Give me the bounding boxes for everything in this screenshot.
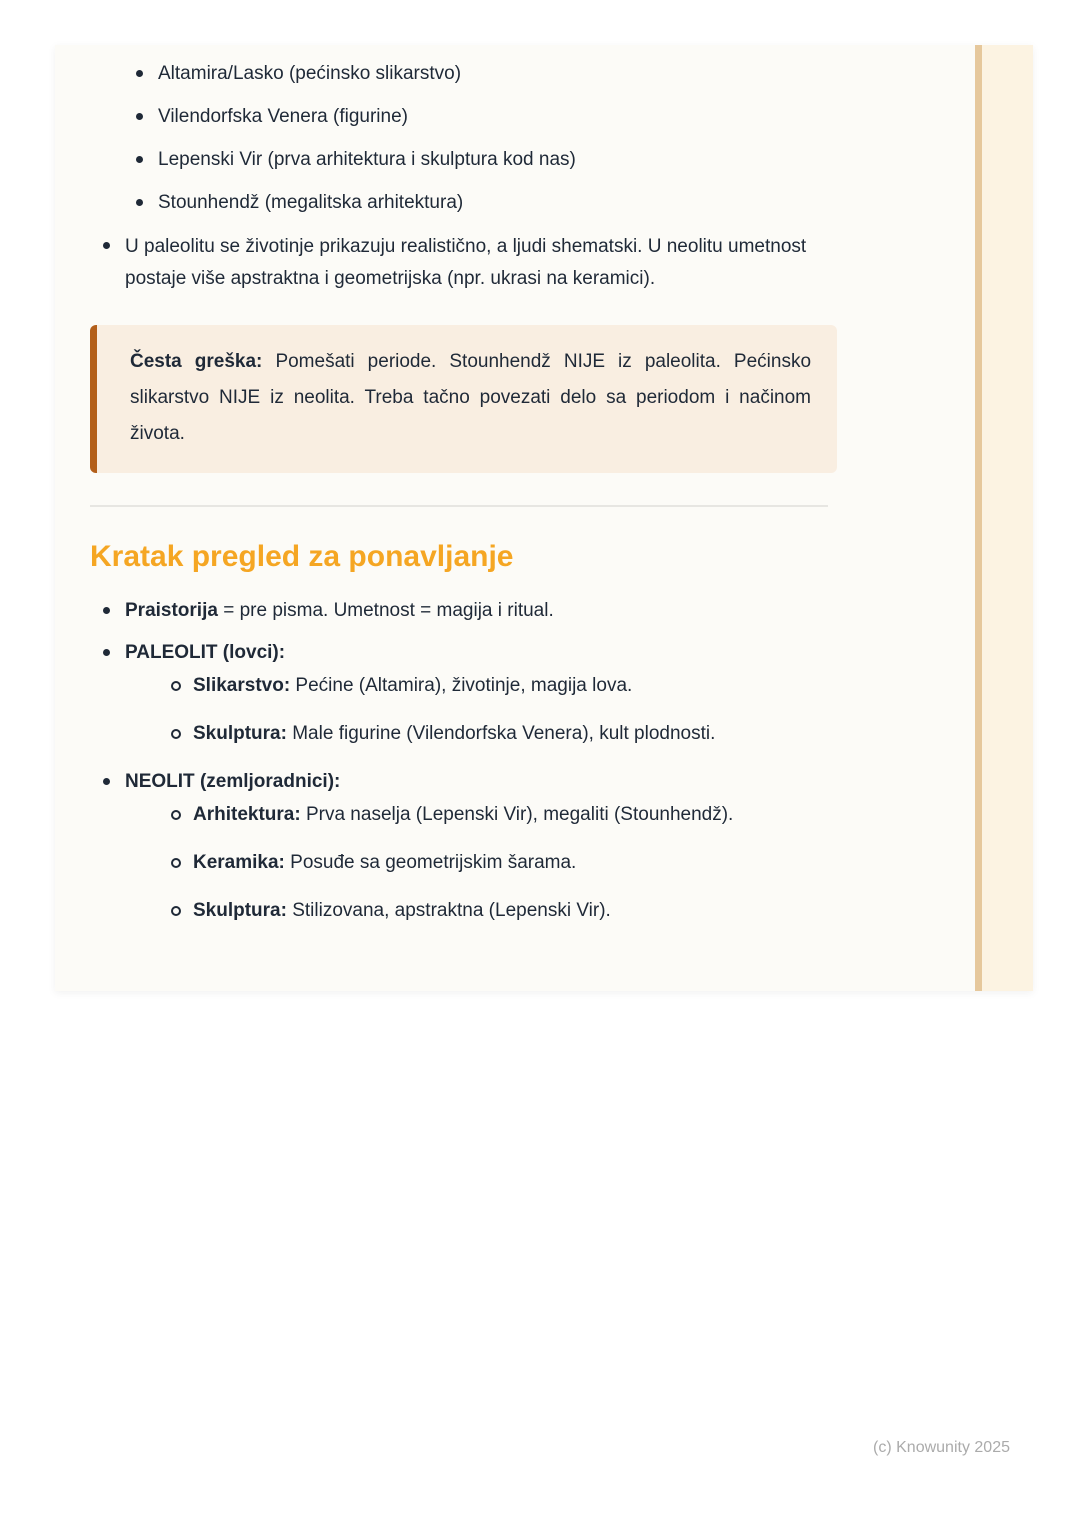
- sub-item-text: Stilizovana, apstraktna (Lepenski Vir).: [286, 900, 611, 921]
- sub-list: [158, 671, 831, 749]
- sub-list-item: [158, 896, 831, 926]
- sub-item-text: Posuđe sa geometrijskim šarama.: [284, 852, 577, 873]
- review-list: [90, 596, 831, 926]
- section-heading: Kratak pregled za ponavljanje: [90, 540, 514, 573]
- sub-list-item: [158, 671, 831, 701]
- sub-list: [158, 800, 831, 926]
- page-edge-line: [975, 45, 982, 991]
- list-item-bold: NEOLIT (zemljoradnici):: [125, 771, 341, 792]
- notes-card: [55, 45, 975, 991]
- footer-copyright: (c) Knowunity 2025: [873, 1439, 1010, 1456]
- list-item: [90, 596, 831, 626]
- callout-label: Česta greška:: [130, 351, 263, 372]
- list-item: [90, 767, 831, 926]
- common-mistake-callout: [90, 325, 837, 473]
- list-item: Lepenski Vir (prva arhitektura i skulptura kod nas): [123, 145, 831, 175]
- callout-text: [130, 344, 811, 452]
- sub-item-bold: Slikarstvo:: [193, 675, 291, 696]
- sub-list-item: [158, 719, 831, 749]
- divider: [90, 505, 828, 507]
- list-item: Altamira/Lasko (pećinsko slikarstvo): [123, 59, 831, 89]
- list-item: [90, 638, 831, 749]
- page-edge-strip: [982, 45, 1033, 991]
- artifact-list: [123, 59, 831, 218]
- sub-item-bold: Skulptura:: [193, 723, 287, 744]
- sub-item-bold: Arhitektura:: [193, 804, 301, 825]
- summary-paragraph-list: [90, 231, 831, 295]
- list-item-bold: PALEOLIT (lovci):: [125, 642, 286, 663]
- list-item: Vilendorfska Venera (figurine): [123, 102, 831, 132]
- list-item-bold: Praistorija: [125, 600, 218, 621]
- sub-item-text: Prva naselja (Lepenski Vir), megaliti (Stounhendž).: [300, 804, 734, 825]
- list-item: Stounhendž (megalitska arhitektura): [123, 188, 831, 218]
- sub-item-bold: Keramika:: [193, 852, 285, 873]
- sub-list-item: [158, 800, 831, 830]
- document-page: [55, 45, 1033, 991]
- list-item-text: = pre pisma. Umetnost = magija i ritual.: [217, 600, 554, 621]
- sub-list-item: [158, 848, 831, 878]
- sub-item-bold: Skulptura:: [193, 900, 287, 921]
- sub-item-text: Pećine (Altamira), životinje, magija lova.: [290, 675, 633, 696]
- callout-body: Pomešati periode. Stounhendž NIJE iz paleolita. Pećinsko slikarstvo NIJE iz neolita. Treba tačno povezati delo sa periodom i načinom života.: [130, 351, 812, 444]
- list-item: U paleolitu se životinje prikazuju realistično, a ljudi shematski. U neolitu umetnost postaje više apstraktna i geometrijska (npr. ukrasi na keramici).: [90, 231, 831, 295]
- sub-item-text: Male figurine (Vilendorfska Venera), kult plodnosti.: [286, 723, 716, 744]
